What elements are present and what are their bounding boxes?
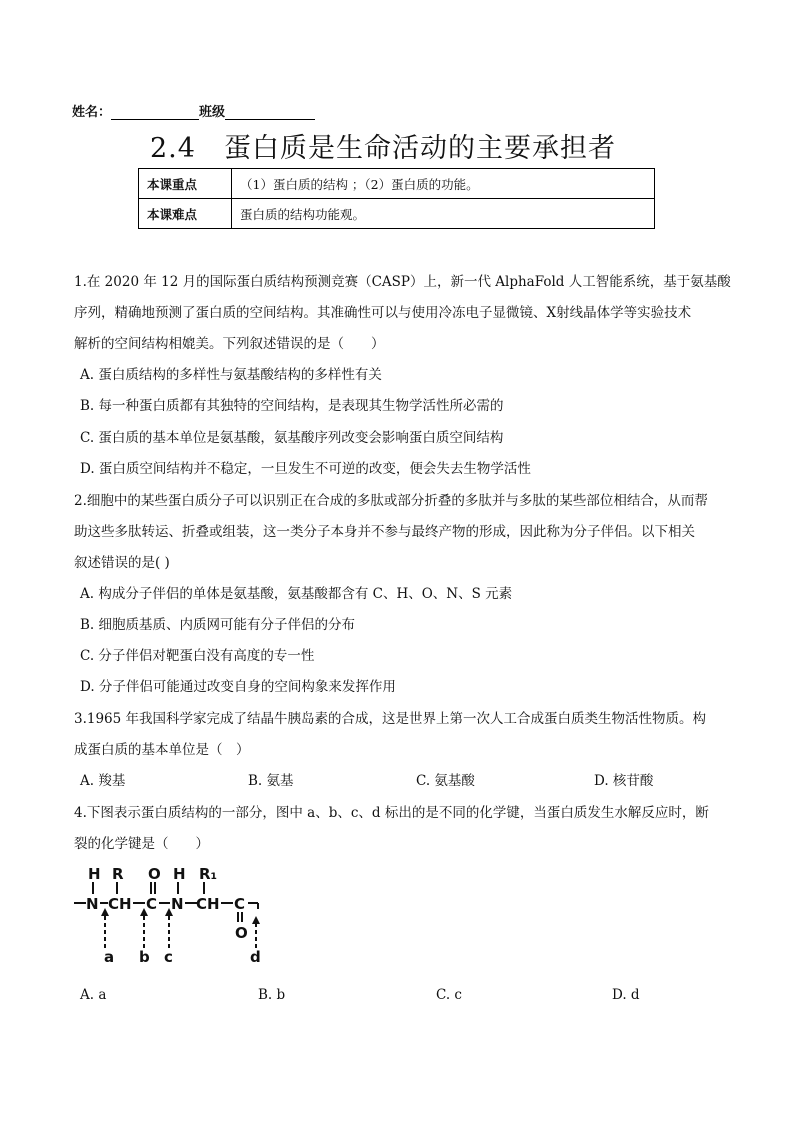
difficulty-label: 本课难点 bbox=[139, 199, 232, 229]
q2-option-b[interactable]: B. 细胞质基质、内质网可能有分子伴侣的分布 bbox=[80, 617, 356, 633]
q3-option-d[interactable]: D. 核苷酸 bbox=[594, 773, 654, 789]
q1-option-b[interactable]: B. 每一种蛋白质都有其独特的空间结构，是表现其生物学活性所必需的 bbox=[80, 398, 504, 414]
q1-stem-line-3: 解析的空间结构相媲美。下列叙述错误的是（ ） bbox=[74, 336, 385, 352]
atom-r1: R₁ bbox=[199, 865, 218, 883]
q4-option-d[interactable]: D. d bbox=[612, 987, 640, 1003]
atom-h-1: H bbox=[88, 865, 101, 883]
q1-option-d[interactable]: D. 蛋白质空间结构并不稳定，一旦发生不可逆的改变，便会失去生物学活性 bbox=[80, 461, 531, 477]
page-title: 2.4 蛋白质是生命活动的主要承担者 bbox=[150, 133, 616, 164]
atom-c-1: C bbox=[146, 895, 158, 913]
class-label: 班级 bbox=[199, 105, 226, 120]
q1-stem-line-1: 1.在 2020 年 12 月的国际蛋白质结构预测竞赛（CASP）上，新一代 AlphaFold 人工智能系统，基于氨基酸 bbox=[74, 274, 731, 290]
name-blank[interactable] bbox=[111, 105, 199, 120]
peptide-bond-diagram bbox=[72, 864, 272, 966]
label-c: c bbox=[164, 948, 173, 966]
atom-o-top: O bbox=[148, 865, 161, 883]
q1-option-a[interactable]: A. 蛋白质结构的多样性与氨基酸结构的多样性有关 bbox=[80, 367, 382, 383]
q1-stem-line-2: 序列，精确地预测了蛋白质的空间结构。其准确性可以与使用冷冻电子显微镜、X射线晶体学等实验技术 bbox=[74, 305, 692, 321]
atom-h-2: H bbox=[173, 865, 186, 883]
q2-option-d[interactable]: D. 分子伴侣可能通过改变自身的空间构象来发挥作用 bbox=[80, 679, 396, 695]
label-a: a bbox=[104, 948, 115, 966]
label-b: b bbox=[139, 948, 150, 966]
q2-option-a[interactable]: A. 构成分子伴侣的单体是氨基酸，氨基酸都含有 C、H、O、N、S 元素 bbox=[80, 586, 513, 602]
key-points-value: （1）蛋白质的结构 ；（2）蛋白质的功能。 bbox=[232, 169, 655, 199]
atom-n-2: N bbox=[171, 895, 184, 913]
q4-option-a[interactable]: A. a bbox=[80, 987, 107, 1003]
table-row bbox=[139, 169, 655, 199]
lesson-info-table bbox=[138, 168, 655, 229]
q2-stem-line-3: 叙述错误的是( ) bbox=[74, 555, 170, 571]
q4-stem-line-1: 4.下图表示蛋白质结构的一部分，图中 a、b、c、d 标出的是不同的化学键，当蛋白质发生水解反应时，断 bbox=[74, 805, 709, 821]
atom-ch-1: CH bbox=[108, 895, 132, 913]
arrowhead-d bbox=[252, 916, 260, 924]
atom-ch-2: CH bbox=[196, 895, 220, 913]
q2-option-c[interactable]: C. 分子伴侣对靶蛋白没有高度的专一性 bbox=[80, 648, 315, 664]
q2-stem-line-1: 2.细胞中的某些蛋白质分子可以识别正在合成的多肽或部分折叠的多肽并与多肽的某些部位相结合，从而帮 bbox=[74, 493, 708, 509]
q4-option-b[interactable]: B. b bbox=[258, 987, 286, 1003]
atom-o-bottom: O bbox=[235, 924, 248, 942]
key-points-label: 本课重点 bbox=[139, 169, 232, 199]
atom-n-1: N bbox=[86, 895, 99, 913]
difficulty-value: 蛋白质的结构功能观。 bbox=[232, 199, 655, 229]
q4-option-c[interactable]: C. c bbox=[436, 987, 462, 1003]
q1-option-c[interactable]: C. 蛋白质的基本单位是氨基酸，氨基酸序列改变会影响蛋白质空间结构 bbox=[80, 430, 504, 446]
q3-stem-line-1: 3.1965 年我国科学家完成了结晶牛胰岛素的合成，这是世界上第一次人工合成蛋白质类生物活性物质。构 bbox=[74, 711, 707, 727]
name-label: 姓名： bbox=[72, 105, 112, 120]
q2-stem-line-2: 助这些多肽转运、折叠或组装，这一类分子本身并不参与最终产物的形成，因此称为分子伴侣。以下相关 bbox=[74, 524, 695, 540]
q3-option-b[interactable]: B. 氨基 bbox=[248, 773, 294, 789]
class-blank[interactable] bbox=[225, 105, 315, 120]
name-class-line bbox=[72, 101, 315, 120]
q3-stem-line-2: 成蛋白质的基本单位是（ ） bbox=[74, 742, 250, 758]
atom-c-2: C bbox=[234, 895, 246, 913]
q3-option-c[interactable]: C. 氨基酸 bbox=[416, 773, 475, 789]
q3-option-a[interactable]: A. 羧基 bbox=[80, 773, 126, 789]
q4-stem-line-2: 裂的化学键是（ ） bbox=[74, 836, 209, 852]
label-d: d bbox=[250, 948, 261, 966]
atom-r: R bbox=[112, 865, 124, 883]
table-row bbox=[139, 199, 655, 229]
